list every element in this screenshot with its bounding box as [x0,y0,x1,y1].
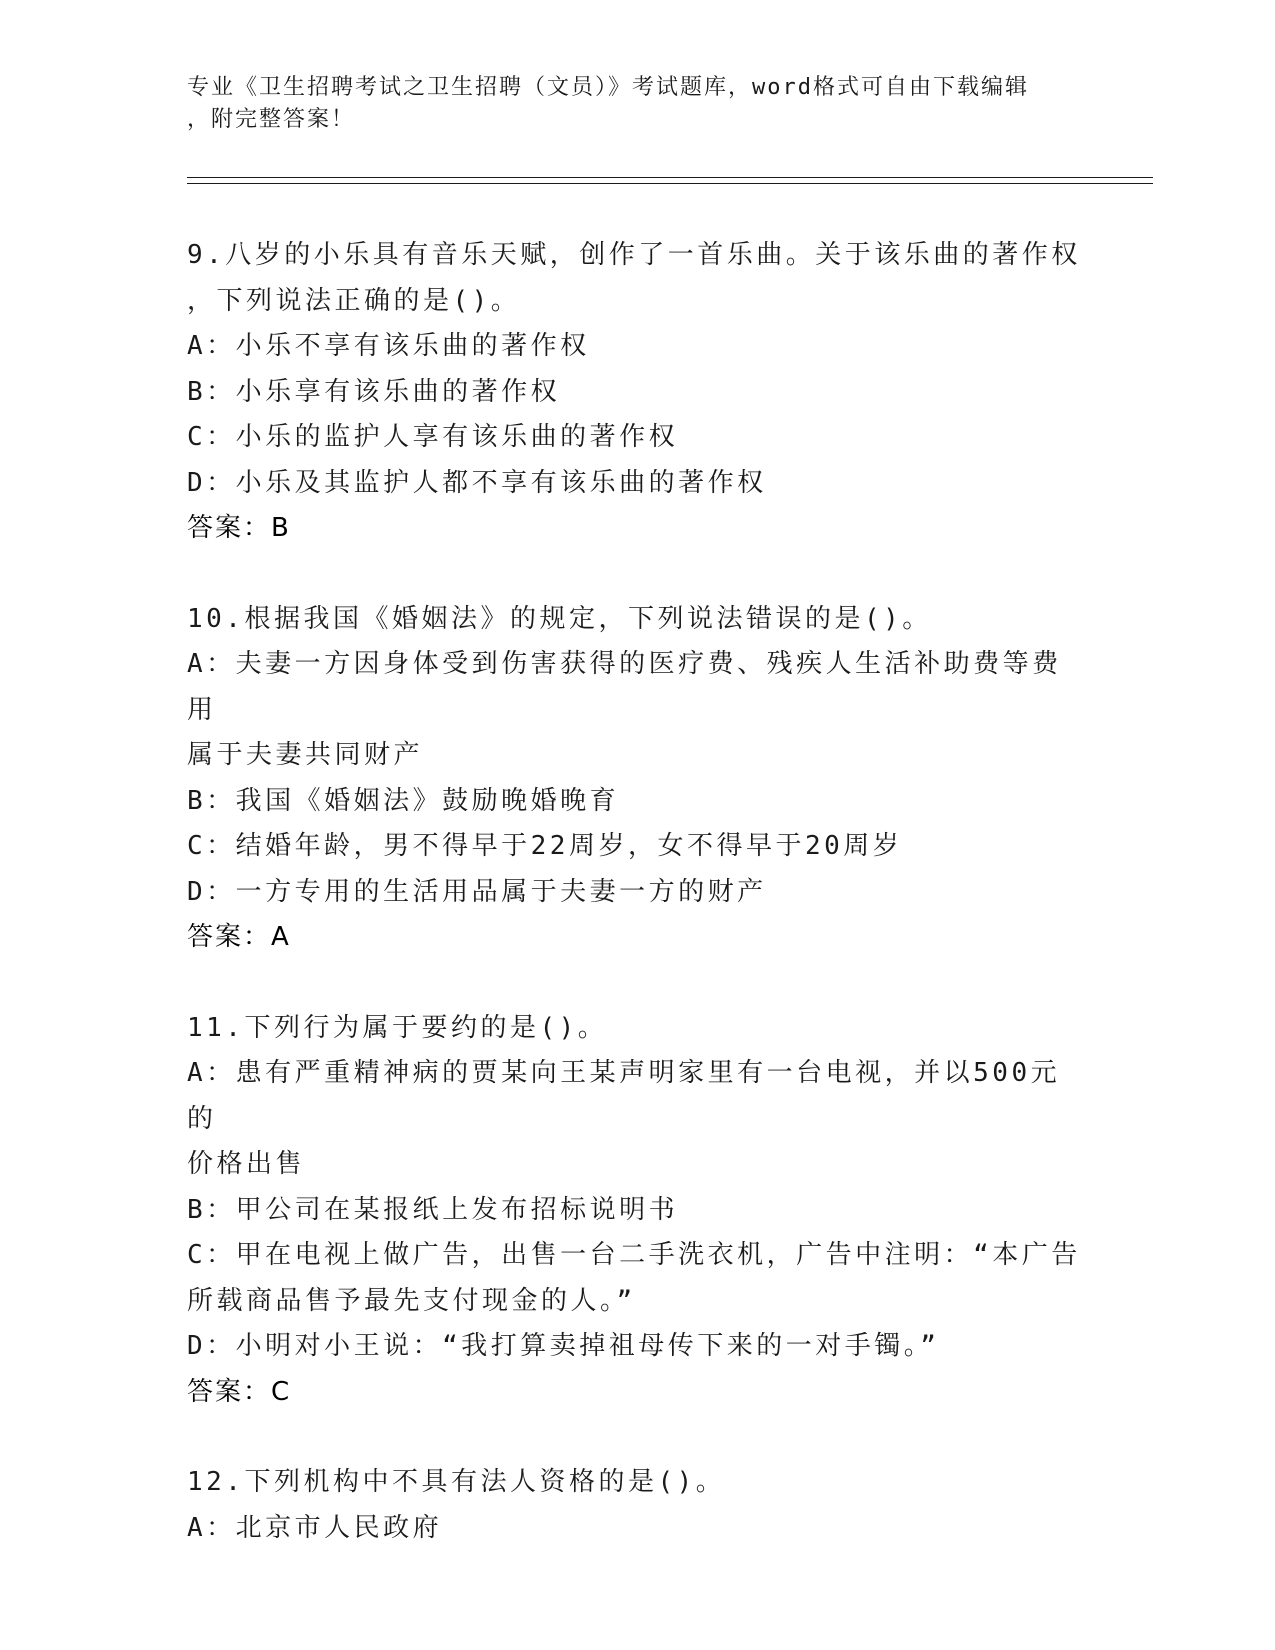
answer-label: 答案：C [187,1376,292,1407]
question-12 [187,1460,1087,1551]
option-a-continued: 属于夫妻共同财产 [187,740,424,770]
option-d: D：小乐及其监护人都不享有该乐曲的著作权 [187,467,767,498]
answer-label: 答案：B [187,513,291,543]
question-stem: 9.八岁的小乐具有音乐天赋，创作了一首乐曲。关于该乐曲的著作权 [187,240,1081,270]
option-b: B：甲公司在某报纸上发布招标说明书 [187,1194,679,1225]
question-stem: 12.下列机构中不具有法人资格的是()。 [187,1467,726,1497]
question-stem-continued: ，下列说法正确的是()。 [187,285,521,316]
option-a-continued: 价格出售 [187,1149,306,1179]
header-divider [187,177,1153,184]
question-list [187,233,1087,1596]
answer-label: 答案：A [187,922,291,952]
header-line-2: ，附完整答案！ [187,107,356,132]
option-d: D：一方专用的生活用品属于夫妻一方的财产 [187,876,767,907]
option-d: D：小明对小王说：“我打算卖掉祖母传下来的一对手镯。” [187,1331,940,1361]
question-stem: 10.根据我国《婚姻法》的规定，下列说法错误的是()。 [187,603,932,634]
question-stem: 11.下列行为属于要约的是()。 [187,1012,608,1043]
question-11 [187,1006,1087,1416]
option-a: A：夫妻一方因身体受到伤害获得的医疗费、残疾人生活补助费等费用 [187,649,1062,725]
option-c: C：结婚年龄，男不得早于22周岁，女不得早于20周岁 [187,831,903,861]
document-header [187,72,1067,136]
option-c: C：小乐的监护人享有该乐曲的著作权 [187,422,679,452]
option-b: B：我国《婚姻法》鼓励晚婚晚育 [187,785,620,816]
option-a: A：患有严重精神病的贾某向王某声明家里有一台电视，并以500元的 [187,1058,1061,1134]
option-c: C：甲在电视上做广告，出售一台二手洗衣机，广告中注明：“本广告 [187,1240,1081,1270]
header-line-1: 专业《卫生招聘考试之卫生招聘（文员）》考试题库，word格式可自由下载编辑 [187,75,1029,100]
option-a: A：北京市人民政府 [187,1512,443,1543]
option-b: B：小乐享有该乐曲的著作权 [187,376,561,407]
option-a: A：小乐不享有该乐曲的著作权 [187,331,590,361]
question-10 [187,597,1087,961]
question-9 [187,233,1087,552]
option-c-continued: 所载商品售予最先支付现金的人。” [187,1285,636,1316]
